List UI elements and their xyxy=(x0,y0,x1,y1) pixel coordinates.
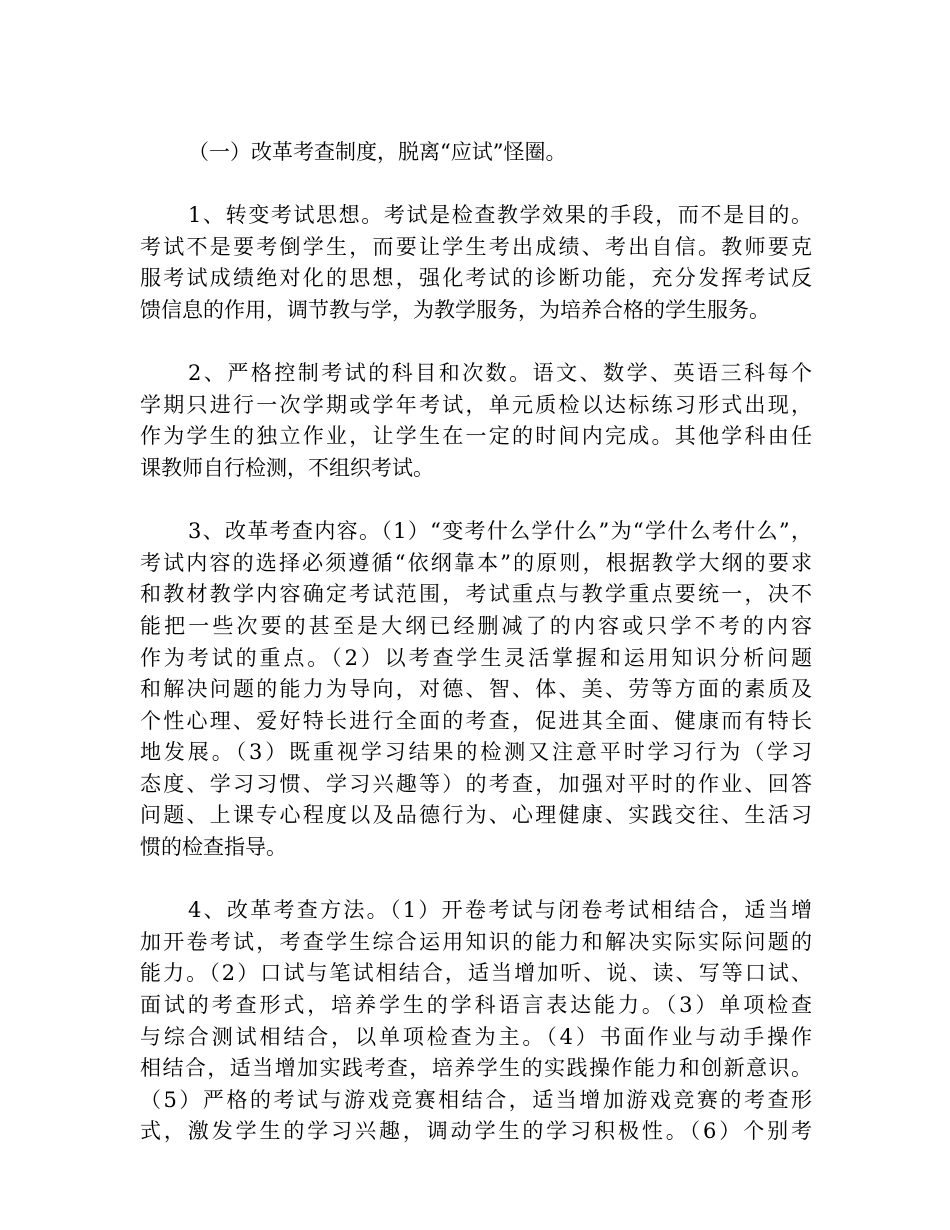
paragraph-line: 式，激发学生的学习兴趣，调动学生的学习积极性。（6）个别考 xyxy=(140,1119,812,1144)
paragraph-line: 馈信息的作用，调节教与学，为教学服务，为培养合格的学生服务。 xyxy=(140,297,770,322)
paragraph-line: 能力。（2）口试与笔试相结合，适当增加听、说、读、写等口试、 xyxy=(140,961,812,986)
paragraph xyxy=(140,200,812,326)
paragraph-line: 学期只进行一次学期或学年考试，单元质检以达标练习形式出现， xyxy=(140,392,812,417)
paragraph-line: 2、严格控制考试的科目和次数。语文、数学、英语三科每个 xyxy=(188,361,812,386)
paragraph-line: 与综合测试相结合，以单项检查为主。（4）书面作业与动手操作 xyxy=(140,1024,812,1049)
paragraph-line: 服考试成绩绝对化的思想，强化考试的诊断功能，充分发挥考试反 xyxy=(140,266,812,291)
paragraph-line: 考试内容的选择必须遵循“依纲靠本”的原则，根据教学大纲的要求 xyxy=(140,550,812,575)
paragraph-line: 地发展。（3）既重视学习结果的检测又注意平时学习行为（学习 xyxy=(140,740,812,765)
paragraph-line: 态度、学习习惯、学习兴趣等）的考查，加强对平时的作业、回答 xyxy=(140,771,812,796)
paragraph-line: 能把一些次要的甚至是大纲已经删减了的内容或只学不考的内容 xyxy=(140,613,812,638)
paragraph-line: （5）严格的考试与游戏竞赛相结合，适当增加游戏竞赛的考查形 xyxy=(140,1087,812,1112)
paragraph-line: 4、改革考查方法。（1）开卷考试与闭卷考试相结合，适当增 xyxy=(188,898,812,923)
paragraph xyxy=(140,516,812,864)
paragraph-line: 和解决问题的能力为导向，对德、智、体、美、劳等方面的素质及 xyxy=(140,677,812,702)
paragraph-list xyxy=(140,200,812,1148)
paragraph-line: 作为学生的独立作业，让学生在一定的时间内完成。其他学科由任 xyxy=(140,424,812,449)
paragraph-line: 相结合，适当增加实践考查，培养学生的实践操作能力和创新意识。 xyxy=(140,1056,812,1081)
section-heading: （一）改革考查制度，脱离“应试”怪圈。 xyxy=(188,140,567,164)
paragraph-line: 个性心理、爱好特长进行全面的考查，促进其全面、健康而有特长 xyxy=(140,708,812,733)
paragraph-line: 面试的考查形式，培养学生的学科语言表达能力。（3）单项检查 xyxy=(140,993,812,1018)
paragraph-line: 加开卷考试，考查学生综合运用知识的能力和解决实际实际问题的 xyxy=(140,929,812,954)
paragraph-line: 3、改革考查内容。（1）“变考什么学什么”为“学什么考什么”， xyxy=(188,519,812,544)
paragraph-line: 课教师自行检测，不组织考试。 xyxy=(140,455,434,480)
paragraph-line: 惯的检查指导。 xyxy=(140,835,287,860)
paragraph-line: 作为考试的重点。（2）以考查学生灵活掌握和运用知识分析问题 xyxy=(140,645,812,670)
paragraph-line: 1、转变考试思想。考试是检查教学效果的手段，而不是目的。 xyxy=(188,203,812,228)
paragraph xyxy=(140,358,812,484)
paragraph xyxy=(140,895,812,1148)
paragraph-line: 问题、上课专心程度以及品德行为、心理健康、实践交往、生活习 xyxy=(140,803,812,828)
document-body xyxy=(140,137,812,1180)
paragraph-line: 和教材教学内容确定考试范围，考试重点与教学重点要统一，决不 xyxy=(140,582,812,607)
paragraph-line: 考试不是要考倒学生，而要让学生考出成绩、考出自信。教师要克 xyxy=(140,234,812,259)
